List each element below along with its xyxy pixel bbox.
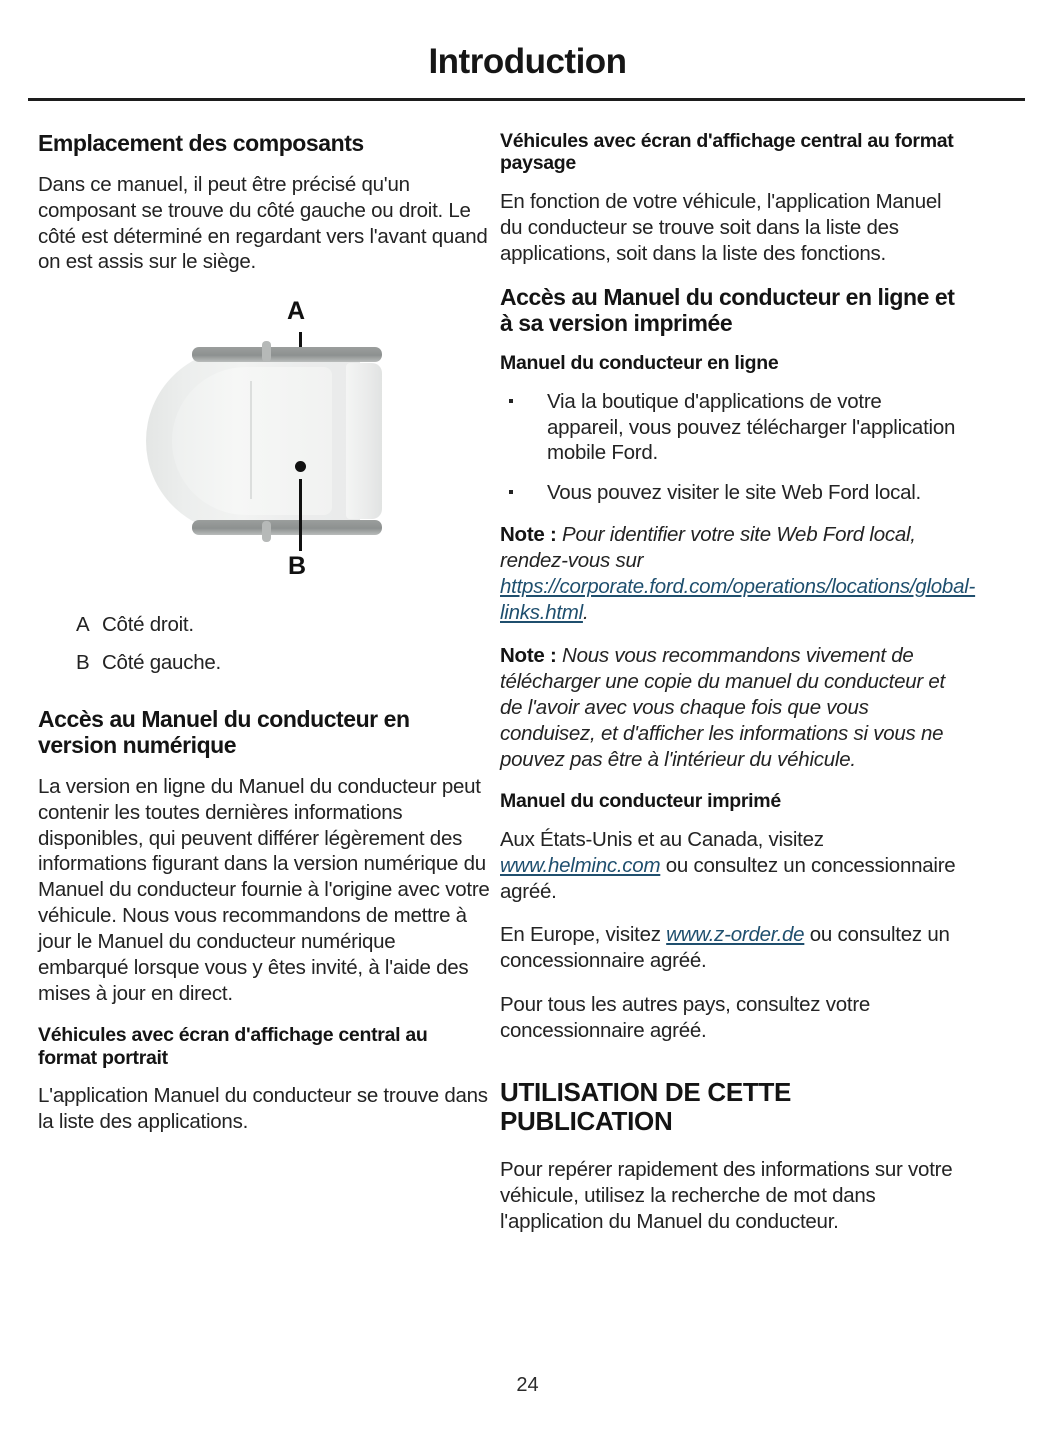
online-manual-bullet-list [500,389,962,506]
legend-key: B [76,651,90,675]
note-site-web-ford [500,522,976,625]
paragraph-utilisation-publication: Pour repérer rapidement des informations sur votre véhicule, utilisez la recherche de mot dans l'application du Manuel du conducteur. [500,1157,953,1233]
vehicle-rear [346,363,382,519]
vehicle-mirror-right [262,341,271,362]
heading-acces-manuel-numerique: Accès au Manuel du conducteur en version numérique [38,705,410,758]
link-ford-global-links[interactable]: https://corporate.ford.com/operations/locations/global-links.html [500,574,976,624]
list-item-label: Vous pouvez visiter le site Web Ford local. [547,481,921,505]
vehicle-centerline [250,381,252,499]
note-label: Note : [500,523,557,547]
page-number: 24 [516,1374,539,1396]
heading-manuel-en-ligne: Manuel du conducteur en ligne [500,352,779,375]
content-columns [0,130,1055,1252]
link-helminc[interactable]: www.helminc.com [500,853,661,877]
text-before-helminc: Aux États-Unis et au Canada, visitez [500,827,824,851]
note-text-before: Pour identifier votre site Web Ford local, rendez-vous sur [500,523,916,572]
paragraph-etats-unis-canada [500,827,962,904]
text-before-zorder: En Europe, visitez [500,923,667,947]
list-item [500,389,962,466]
page-header [0,42,1055,82]
paragraph-version-numerique: La version en ligne du Manuel du conducteur peut contenir les toutes dernières informations disponibles, qui peuvent différer légèrement des informations figurant dans la version numérique du Manuel du conducteur fournie à l'origine avec votre véhicule. Nous vous recommandons de mettre à jour le Manuel du conducteur numérique embarqué lorsque vous y êtes invité, à l'aide des mises à jour en direct. [38,774,490,1005]
heading-ecran-format-paysage: Véhicules avec écran d'affichage central au format paysage [500,130,954,175]
vehicle-side-left [192,520,382,535]
text-after-zorder: ou consultez un concessionnaire agréé. [500,923,950,973]
vehicle-illustration-icon [146,341,382,541]
heading-utilisation-de-cette-publication: UTILISATION DE CETTE PUBLICATION [500,1076,792,1137]
note-text: Nous vous recommandons vivement de télécharger une copie du manuel du conducteur et de l'avoir avec vous chaque fois que vous conduisez, et d'afficher les informations si vous ne pouvez pas être à l'intérieur du véhicule. [500,644,946,771]
heading-ecran-format-portrait: Véhicules avec écran d'affichage central au format portrait [38,1024,428,1069]
page-footer [0,1374,1055,1397]
legend-key: A [76,613,90,637]
callout-leader-line-b [299,479,302,551]
paragraph-format-paysage: En fonction de votre véhicule, l'application Manuel du conducteur se trouve soit dans la liste des applications, soit dans la liste des fonctions. [500,189,942,265]
bullet-icon [509,490,513,494]
header-divider [28,98,1025,101]
link-z-order[interactable]: www.z-order.de [666,923,805,947]
bullet-icon [509,399,513,403]
callout-label-b: B [288,552,307,581]
page-title: Introduction [428,42,627,81]
heading-emplacement-des-composants: Emplacement des composants [38,130,364,156]
paragraph-format-portrait: L'application Manuel du conducteur se trouve dans la liste des applications. [38,1084,488,1134]
vehicle-roof [172,367,332,515]
vehicle-top-view-figure [38,293,500,598]
heading-acces-manuel-en-ligne-imprime: Accès au Manuel du conducteur en ligne et à sa version imprimée [500,284,955,337]
paragraph-autres-pays: Pour tous les autres pays, consultez votre concessionnaire agréé. [500,993,871,1042]
text-after-helminc: ou consultez un concessionnaire agréé. [500,853,956,903]
list-item [500,480,962,506]
vehicle-side-right [192,347,382,362]
legend-value: Côté droit. [102,613,194,637]
vehicle-mirror-left [262,521,271,542]
paragraph-emplacement-intro: Dans ce manuel, il peut être précisé qu'un composant se trouve du côté gauche ou droit. Le côté est déterminé en regardant vers l'avant quand on est assis sur le siège. [38,172,488,274]
note-text-after: . [582,600,589,624]
heading-manuel-imprime: Manuel du conducteur imprimé [500,790,781,813]
list-item-label: Via la boutique d'applications de votre appareil, vous pouvez télécharger l'application mobile Ford. [547,389,956,465]
note-label: Note : [500,644,557,668]
legend-value: Côté gauche. [102,651,221,675]
callout-label-a: A [287,297,306,326]
note-telecharger-copie [500,643,962,772]
paragraph-europe [500,922,962,974]
